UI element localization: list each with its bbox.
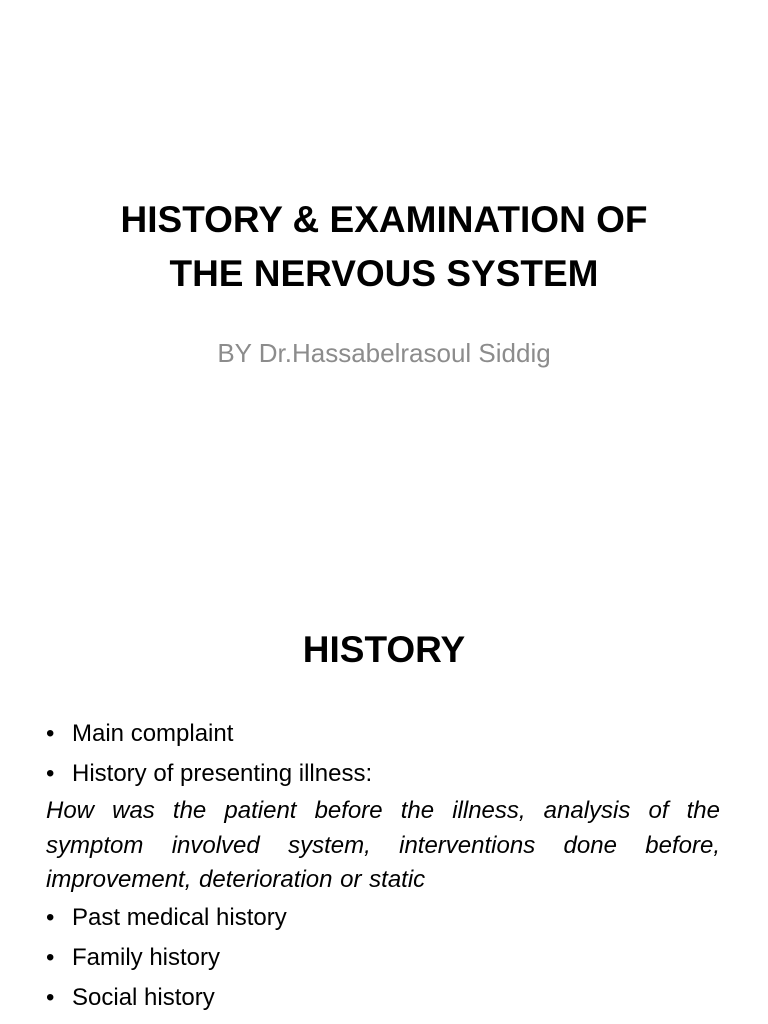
title-line-2: THE NERVOUS SYSTEM [169, 253, 599, 294]
bullet-icon: • [46, 903, 55, 931]
paragraph-line: improvement, deterioration or static [46, 866, 426, 893]
history-slide [0, 576, 768, 1024]
slide-heading: HISTORY [302, 629, 466, 670]
bullet-icon: • [46, 720, 55, 747]
bullet-icon: • [46, 943, 55, 971]
list-item [46, 978, 720, 1018]
list-item [46, 898, 720, 938]
list-item-text: Family history [72, 943, 221, 971]
bullet-icon: • [46, 983, 55, 1011]
bullet-icon: • [46, 760, 55, 787]
paragraph-line: symptom involved system, interventions done before, [46, 831, 720, 859]
list-item-text: Main complaint [72, 720, 234, 747]
presentation-subtitle: BY Dr.Hassabelrasoul Siddig [217, 338, 551, 368]
list-item [46, 754, 720, 794]
slide-body [46, 714, 720, 1018]
list-item [46, 714, 720, 754]
title-line-1: HISTORY & EXAMINATION OF [120, 199, 648, 240]
list-item-text: Social history [72, 983, 215, 1011]
presentation-title [40, 193, 728, 301]
list-item-text: Past medical history [72, 903, 287, 931]
list-item-text: History of presenting illness: [72, 760, 373, 787]
list-item [46, 938, 720, 978]
paragraph-line: How was the patient before the illness, analysis of the [46, 797, 720, 824]
illness-description [46, 794, 720, 898]
